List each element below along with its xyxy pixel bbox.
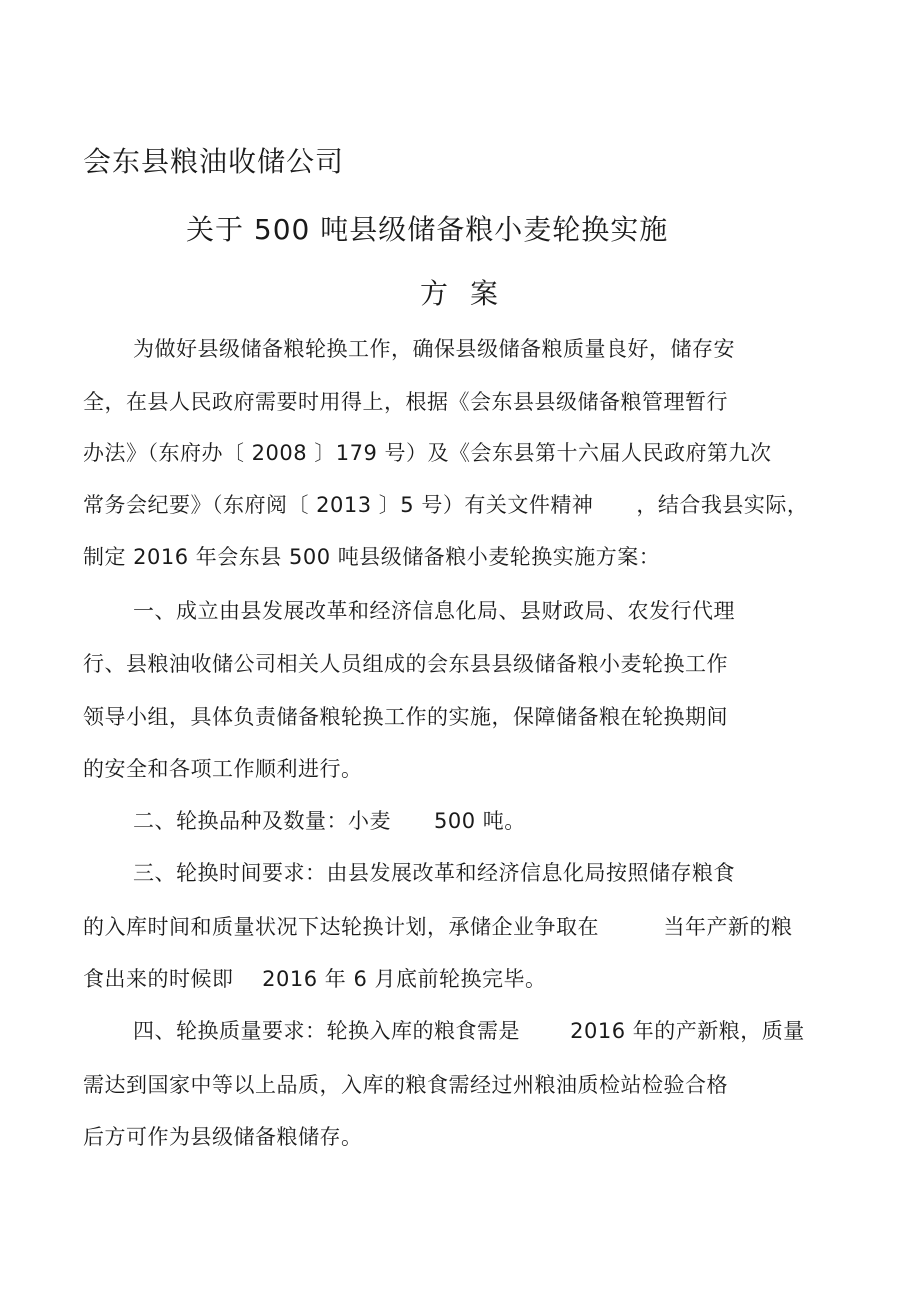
document-title-line2: 方案 [420, 277, 521, 310]
paragraph-4-line-2: 的入库时间和质量状况下达轮换计划，承储企业争取在 当年产新的粮 [83, 915, 793, 939]
paragraph-1-line-4: 常务会纪要》（东府阅〔 2013 〕5 号）有关文件精神 ，结合我县实际， [83, 493, 809, 517]
paragraph-3-line-1: 二、轮换品种及数量：小麦 500 吨。 [133, 809, 526, 833]
paragraph-5-line-2: 需达到国家中等以上品质，入库的粮食需经过州粮油质检站检验合格 [83, 1073, 728, 1097]
paragraph-2-line-3: 领导小组，具体负责储备粮轮换工作的实施，保障储备粮在轮换期间 [83, 705, 728, 729]
paragraph-1-line-1: 为做好县级储备粮轮换工作，确保县级储备粮质量良好，储存安 [133, 337, 735, 361]
paragraph-1-line-5: 制定 2016 年会东县 500 吨县级储备粮小麦轮换实施方案： [83, 545, 661, 569]
paragraph-5-line-1: 四、轮换质量要求：轮换入库的粮食需是 2016 年的产新粮，质量 [133, 1019, 805, 1043]
organization-name: 会东县粮油收储公司 [83, 145, 345, 178]
document-title-line1: 关于 500 吨县级储备粮小麦轮换实施 [186, 213, 669, 246]
paragraph-2-line-4: 的安全和各项工作顺利进行。 [83, 757, 363, 781]
paragraph-5-line-3: 后方可作为县级储备粮储存。 [83, 1125, 363, 1149]
paragraph-4-line-3: 食出来的时候即 2016 年 6 月底前轮换完毕。 [83, 967, 547, 991]
paragraph-1-line-3: 办法》（东府办〔 2008 〕179 号）及《会东县第十六届人民政府第九次 [83, 441, 772, 465]
paragraph-4-line-1: 三、轮换时间要求：由县发展改革和经济信息化局按照储存粮食 [133, 861, 735, 885]
paragraph-1-line-2: 全，在县人民政府需要时用得上，根据《会东县县级储备粮管理暂行 [83, 390, 728, 414]
paragraph-2-line-2: 行、县粮油收储公司相关人员组成的会东县县级储备粮小麦轮换工作 [83, 652, 728, 676]
paragraph-2-line-1: 一、成立由县发展改革和经济信息化局、县财政局、农发行代理 [133, 599, 735, 623]
